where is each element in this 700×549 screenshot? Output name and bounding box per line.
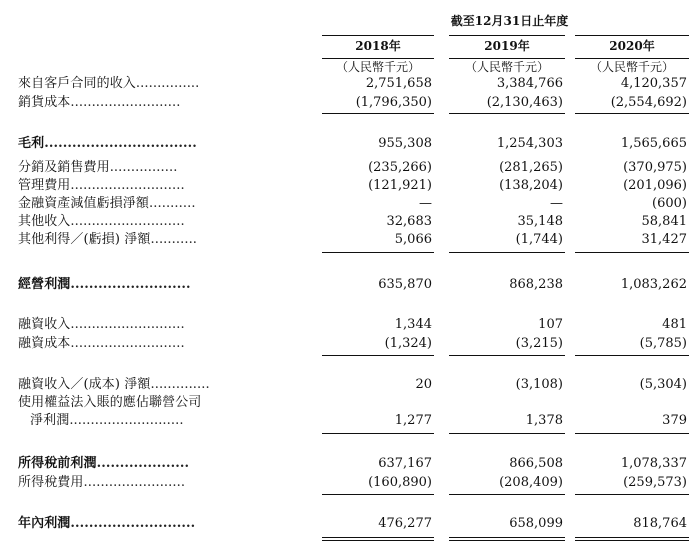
subtotal-rule xyxy=(449,494,565,495)
value-2020: (2,554,692) xyxy=(610,95,687,110)
value-2020: 58,841 xyxy=(641,214,687,229)
value-2018: 32,683 xyxy=(386,214,432,229)
year-2018-header: 2018年 xyxy=(355,39,401,53)
value-2018: (1,324) xyxy=(384,336,432,351)
value-2019: (3,215) xyxy=(515,336,563,351)
row-label: 來自客戶合同的收入............... xyxy=(18,76,200,91)
subtotal-rule xyxy=(575,355,689,356)
row-profit-before-tax xyxy=(0,455,700,472)
value-2018: 955,308 xyxy=(378,136,432,151)
row-label: 使用權益法入賬的應佔聯營公司 xyxy=(18,395,202,410)
row-label: 融資收入／(成本) 淨額.............. xyxy=(18,377,210,392)
value-2019: 658,099 xyxy=(509,516,563,531)
value-2018: 476,277 xyxy=(378,516,432,531)
subtotal-rule xyxy=(449,113,565,114)
value-2019: (208,409) xyxy=(499,475,563,490)
value-2018: (235,266) xyxy=(368,160,432,175)
period-title: 截至12月31日止年度 xyxy=(450,14,569,28)
value-2018: 635,870 xyxy=(378,277,432,292)
value-2020: (5,304) xyxy=(639,377,687,392)
value-2020: (600) xyxy=(652,196,687,211)
value-2019: 1,378 xyxy=(525,413,563,428)
value-2018: 20 xyxy=(415,377,432,392)
row-income-tax xyxy=(0,474,700,491)
value-2020: 1,565,665 xyxy=(620,136,687,151)
row-admin-expenses xyxy=(0,177,700,194)
value-2020: 379 xyxy=(662,413,687,428)
row-finance-costs xyxy=(0,335,700,352)
subtotal-rule xyxy=(449,433,565,434)
value-2020: (5,785) xyxy=(639,336,687,351)
row-operating-profit xyxy=(0,276,700,293)
year-header-rule xyxy=(449,35,565,36)
total-double-rule xyxy=(575,537,689,541)
total-double-rule xyxy=(449,537,565,541)
subtotal-rule xyxy=(575,494,689,495)
value-2018: 1,277 xyxy=(394,413,432,428)
value-2019: 35,148 xyxy=(517,214,563,229)
row-label: 其他收入........................... xyxy=(18,214,185,229)
year-header-rule xyxy=(322,35,434,36)
row-label: 經營利潤.......................... xyxy=(18,277,191,292)
value-2020: 818,764 xyxy=(633,516,687,531)
row-other-gains xyxy=(0,231,700,248)
row-gross-profit xyxy=(0,135,700,152)
value-2019: 107 xyxy=(538,317,563,332)
row-label: 其他利得／(虧損) 淨額........... xyxy=(18,232,198,247)
subtotal-rule xyxy=(449,355,565,356)
subtotal-rule xyxy=(449,252,565,253)
value-2018: (1,796,350) xyxy=(355,95,432,110)
value-2019: (1,744) xyxy=(515,232,563,247)
value-2020: 1,083,262 xyxy=(620,277,687,292)
value-2018: 5,066 xyxy=(394,232,432,247)
value-2020: (370,975) xyxy=(623,160,687,175)
row-label: 淨利潤........................... xyxy=(30,413,184,428)
row-label: 管理費用........................... xyxy=(18,178,185,193)
value-2019: 866,508 xyxy=(509,456,563,471)
row-profit-for-year xyxy=(0,515,700,532)
row-label: 金融資產減值虧損淨額........... xyxy=(18,196,196,211)
value-2019: 868,238 xyxy=(509,277,563,292)
row-label: 銷貨成本.......................... xyxy=(18,95,181,110)
subtotal-rule xyxy=(322,355,434,356)
value-2018: — xyxy=(419,196,432,211)
value-2019: (2,130,463) xyxy=(486,95,563,110)
row-cost-of-sales xyxy=(0,94,700,111)
row-other-income xyxy=(0,213,700,230)
subtotal-rule xyxy=(575,252,689,253)
row-label: 融資成本........................... xyxy=(18,336,185,351)
subtotal-rule xyxy=(322,113,434,114)
row-revenue xyxy=(0,75,700,92)
year-header-rule xyxy=(575,35,689,36)
value-2018: (121,921) xyxy=(368,178,432,193)
row-label: 分銷及銷售費用................ xyxy=(18,160,178,175)
subtotal-rule xyxy=(322,494,434,495)
value-2019: 3,384,766 xyxy=(496,76,563,91)
value-2018: (160,890) xyxy=(368,475,432,490)
row-label: 融資收入........................... xyxy=(18,317,185,332)
value-2020: 1,078,337 xyxy=(620,456,687,471)
value-2019: (281,265) xyxy=(499,160,563,175)
subtotal-rule xyxy=(575,433,689,434)
row-associates-heading xyxy=(0,394,700,411)
year-2019-header: 2019年 xyxy=(484,39,530,53)
row-label: 毛利................................. xyxy=(18,136,197,151)
row-label: 所得稅費用........................ xyxy=(18,475,186,490)
subtotal-rule xyxy=(575,113,689,114)
row-associates-net-profit xyxy=(0,412,700,429)
row-finance-net xyxy=(0,376,700,393)
value-2019: — xyxy=(550,196,563,211)
unit-label: （人民幣千元） xyxy=(464,60,549,74)
value-2018: 2,751,658 xyxy=(365,76,432,91)
total-double-rule xyxy=(322,537,434,541)
value-2018: 1,344 xyxy=(394,317,432,332)
row-label: 年內利潤........................... xyxy=(18,516,196,531)
value-2020: (259,573) xyxy=(623,475,687,490)
row-label: 所得稅前利潤.................... xyxy=(18,456,190,471)
subtotal-rule xyxy=(322,252,434,253)
value-2019: (138,204) xyxy=(499,178,563,193)
value-2020: (201,096) xyxy=(623,178,687,193)
value-2018: 637,167 xyxy=(378,456,432,471)
row-selling-expenses xyxy=(0,159,700,176)
value-2020: 4,120,357 xyxy=(620,76,687,91)
value-2020: 481 xyxy=(662,317,687,332)
unit-label: （人民幣千元） xyxy=(589,60,674,74)
value-2019: 1,254,303 xyxy=(496,136,563,151)
value-2020: 31,427 xyxy=(641,232,687,247)
subtotal-rule xyxy=(322,433,434,434)
value-2019: (3,108) xyxy=(515,377,563,392)
unit-label: （人民幣千元） xyxy=(335,60,420,74)
year-2020-header: 2020年 xyxy=(609,39,655,53)
row-impairment-losses xyxy=(0,195,700,212)
row-finance-income xyxy=(0,316,700,333)
